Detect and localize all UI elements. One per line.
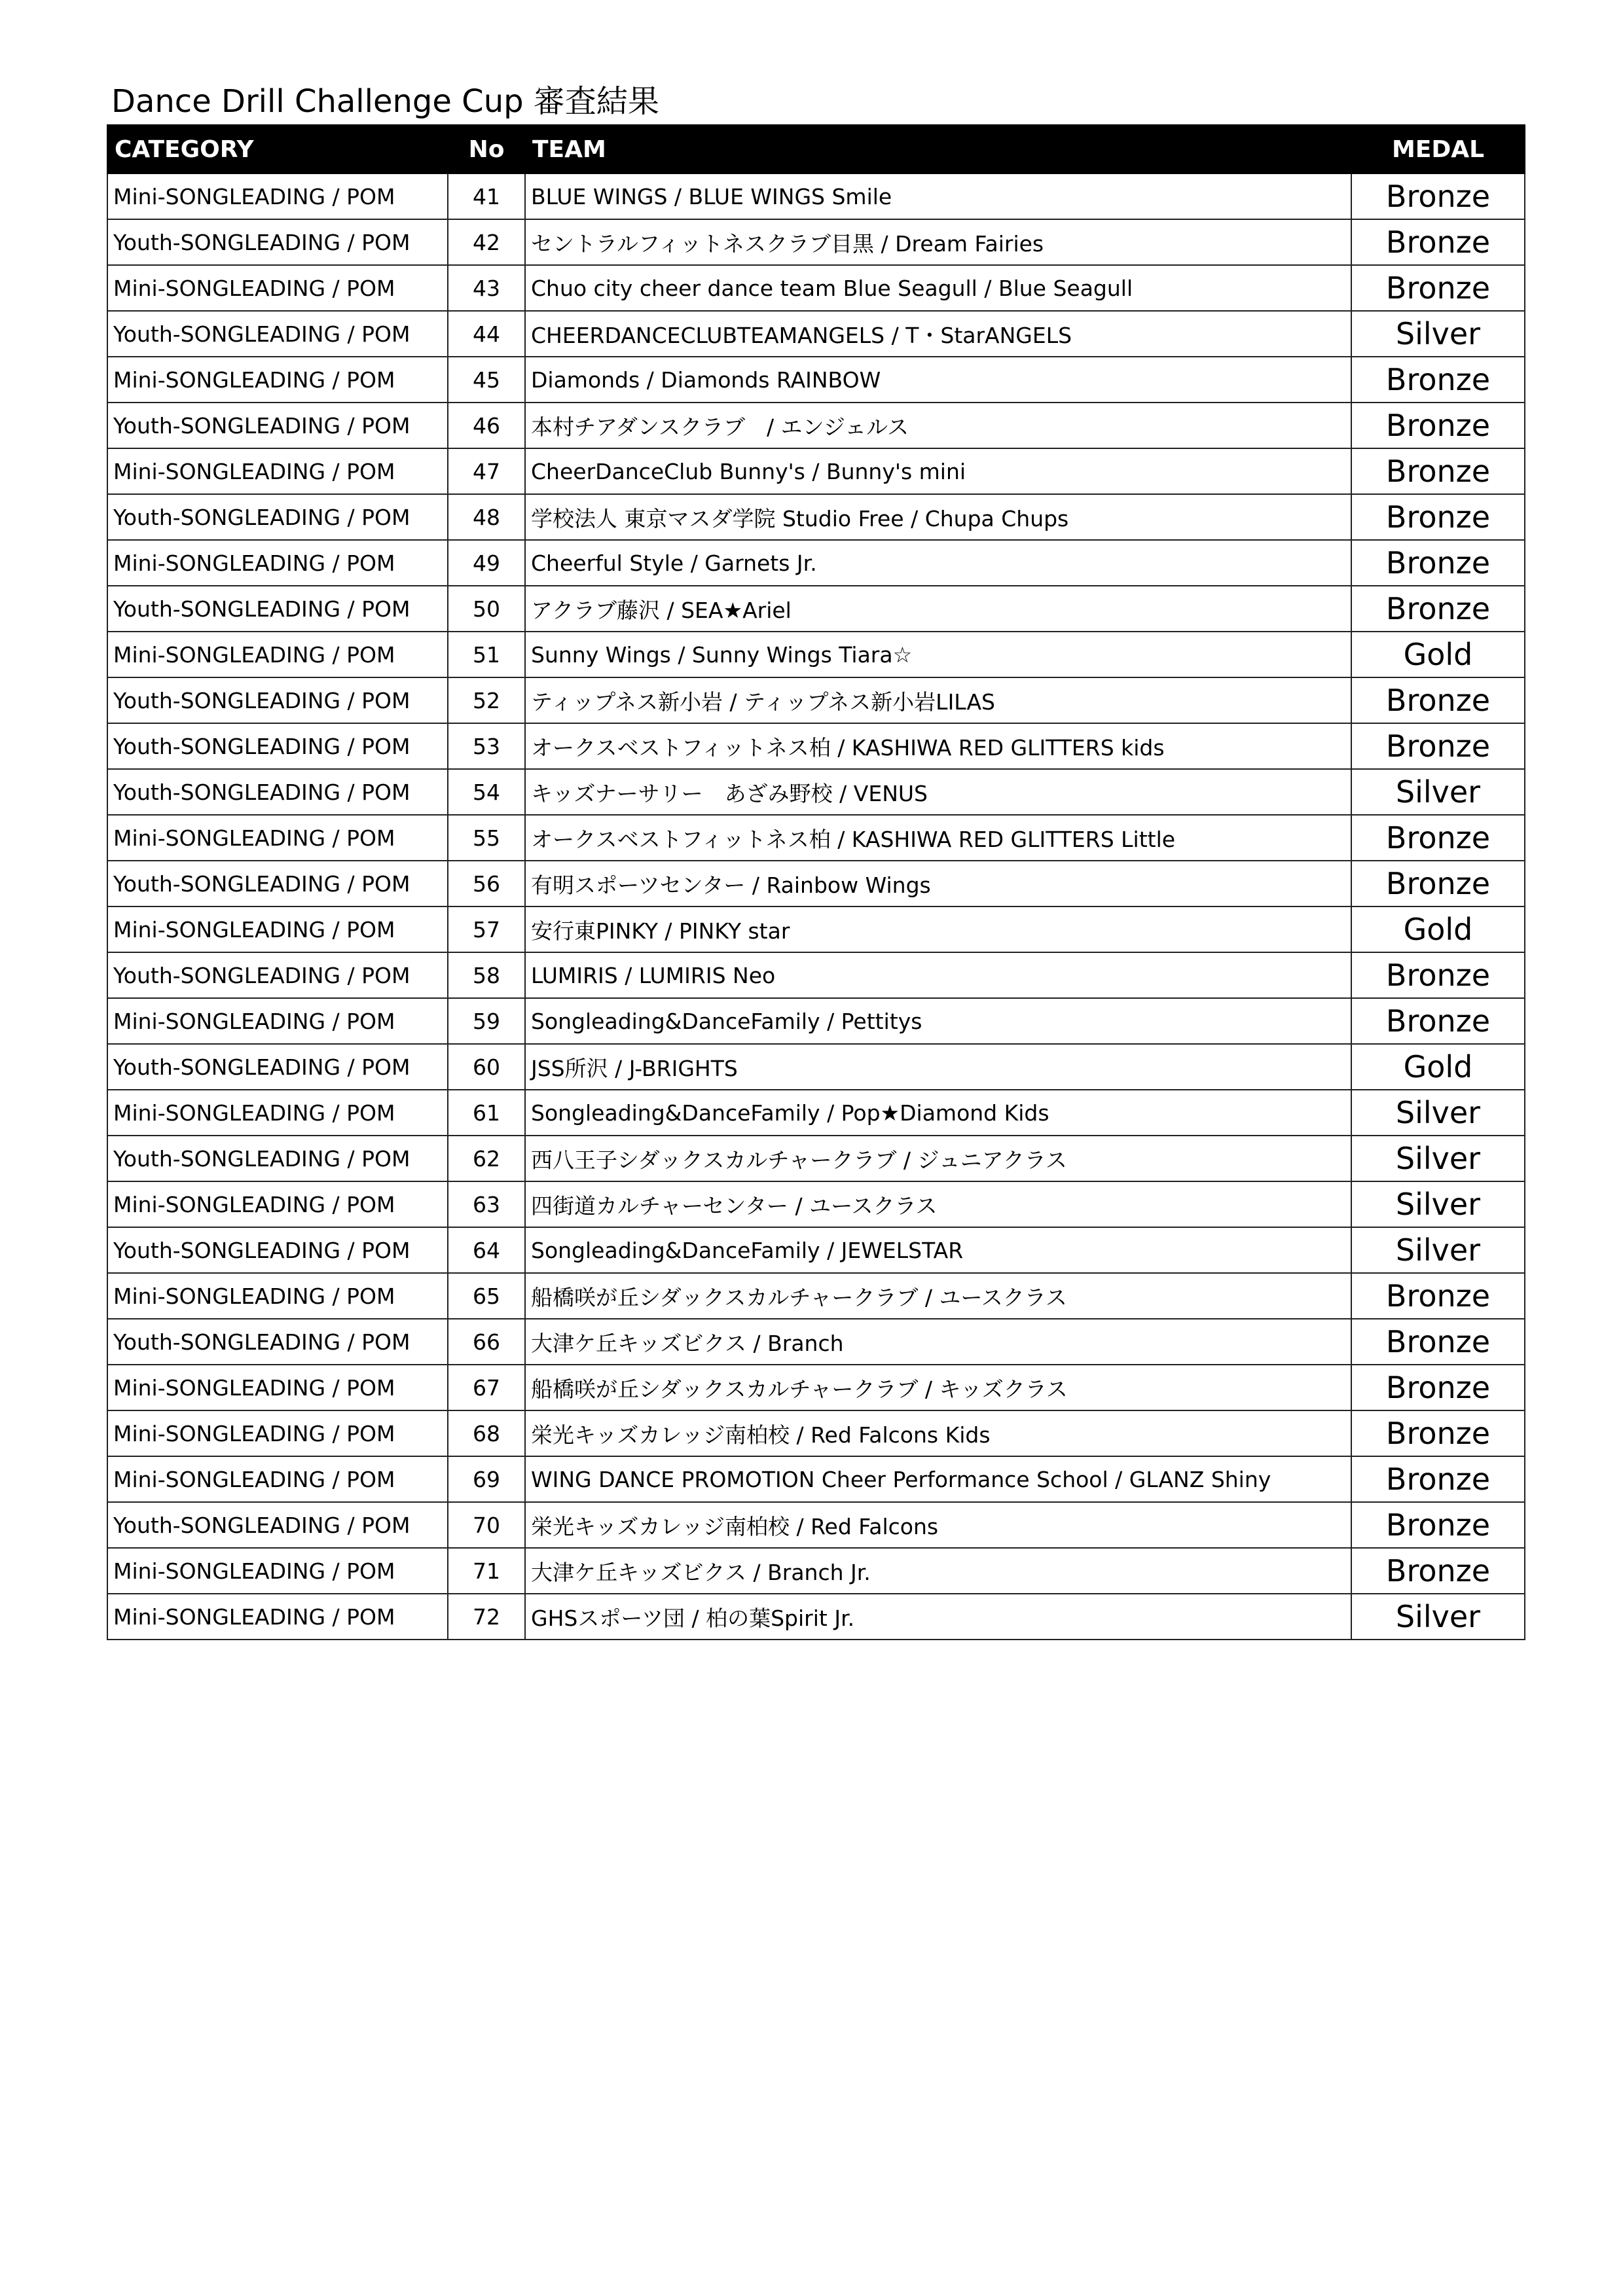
category-cell: Mini-SONGLEADING / POM (107, 1365, 448, 1410)
table-row (107, 1136, 1525, 1181)
team-cell: CHEERDANCECLUBTEAMANGELS / T・StarANGELS (525, 311, 1351, 357)
category-cell: Youth-SONGLEADING / POM (107, 769, 448, 815)
number-cell: 68 (448, 1410, 525, 1456)
team-cell: Sunny Wings / Sunny Wings Tiara☆ (525, 632, 1351, 677)
header-row (107, 125, 1525, 173)
team-cell: 本村チアダンスクラブ / エンジェルス (525, 403, 1351, 448)
medal-cell: Bronze (1351, 952, 1525, 998)
medal-cell: Gold (1351, 1044, 1525, 1090)
medal-cell: Gold (1351, 906, 1525, 952)
table-row (107, 586, 1525, 632)
results-body (107, 173, 1525, 1640)
category-cell: Youth-SONGLEADING / POM (107, 1502, 448, 1548)
medal-cell: Bronze (1351, 723, 1525, 769)
team-cell: 学校法人 東京マスダ学院 Studio Free / Chupa Chups (525, 494, 1351, 540)
category-cell: Mini-SONGLEADING / POM (107, 1410, 448, 1456)
table-row (107, 1181, 1525, 1227)
category-cell: Youth-SONGLEADING / POM (107, 219, 448, 265)
category-cell: Mini-SONGLEADING / POM (107, 1090, 448, 1136)
number-cell: 60 (448, 1044, 525, 1090)
medal-cell: Silver (1351, 1136, 1525, 1181)
number-cell: 61 (448, 1090, 525, 1136)
table-row (107, 815, 1525, 861)
medal-cell: Bronze (1351, 265, 1525, 311)
table-row (107, 448, 1525, 494)
number-cell: 57 (448, 906, 525, 952)
category-cell: Youth-SONGLEADING / POM (107, 1227, 448, 1273)
number-cell: 50 (448, 586, 525, 632)
team-cell: GHSスポーツ団 / 柏の葉Spirit Jr. (525, 1594, 1351, 1640)
medal-cell: Silver (1351, 1594, 1525, 1640)
number-cell: 56 (448, 861, 525, 906)
team-cell: Cheerful Style / Garnets Jr. (525, 540, 1351, 586)
header-no: No (448, 125, 525, 173)
header-category: CATEGORY (107, 125, 448, 173)
team-cell: ティップネス新小岩 / ティップネス新小岩LILAS (525, 677, 1351, 723)
table-row (107, 311, 1525, 357)
team-cell: 栄光キッズカレッジ南柏校 / Red Falcons (525, 1502, 1351, 1548)
team-cell: 大津ケ丘キッズビクス / Branch Jr. (525, 1548, 1351, 1594)
table-row (107, 1594, 1525, 1640)
category-cell: Mini-SONGLEADING / POM (107, 1456, 448, 1502)
category-cell: Youth-SONGLEADING / POM (107, 1044, 448, 1090)
table-row (107, 265, 1525, 311)
team-cell: オークスベストフィットネス柏 / KASHIWA RED GLITTERS Little (525, 815, 1351, 861)
medal-cell: Bronze (1351, 448, 1525, 494)
category-cell: Mini-SONGLEADING / POM (107, 632, 448, 677)
number-cell: 49 (448, 540, 525, 586)
table-row (107, 403, 1525, 448)
category-cell: Mini-SONGLEADING / POM (107, 998, 448, 1044)
team-cell: 有明スポーツセンター / Rainbow Wings (525, 861, 1351, 906)
team-cell: Songleading&DanceFamily / Pop★Diamond Kids (525, 1090, 1351, 1136)
category-cell: Mini-SONGLEADING / POM (107, 1548, 448, 1594)
table-row (107, 219, 1525, 265)
medal-cell: Silver (1351, 1227, 1525, 1273)
category-cell: Mini-SONGLEADING / POM (107, 448, 448, 494)
team-cell: Songleading&DanceFamily / JEWELSTAR (525, 1227, 1351, 1273)
table-row (107, 723, 1525, 769)
team-cell: JSS所沢 / J-BRIGHTS (525, 1044, 1351, 1090)
medal-cell: Silver (1351, 1181, 1525, 1227)
table-row (107, 1365, 1525, 1410)
table-row (107, 1044, 1525, 1090)
header-team: TEAM (525, 125, 1351, 173)
category-cell: Youth-SONGLEADING / POM (107, 1319, 448, 1365)
category-cell: Youth-SONGLEADING / POM (107, 861, 448, 906)
medal-cell: Bronze (1351, 540, 1525, 586)
medal-cell: Silver (1351, 769, 1525, 815)
team-cell: Diamonds / Diamonds RAINBOW (525, 357, 1351, 403)
category-cell: Youth-SONGLEADING / POM (107, 311, 448, 357)
table-row (107, 1548, 1525, 1594)
team-cell: 船橋咲が丘シダックスカルチャークラブ / キッズクラス (525, 1365, 1351, 1410)
number-cell: 67 (448, 1365, 525, 1410)
category-cell: Mini-SONGLEADING / POM (107, 1594, 448, 1640)
category-cell: Mini-SONGLEADING / POM (107, 357, 448, 403)
table-row (107, 906, 1525, 952)
category-cell: Mini-SONGLEADING / POM (107, 173, 448, 219)
medal-cell: Bronze (1351, 815, 1525, 861)
table-row (107, 1090, 1525, 1136)
team-cell: 安行東PINKY / PINKY star (525, 906, 1351, 952)
number-cell: 65 (448, 1273, 525, 1319)
team-cell: 栄光キッズカレッジ南柏校 / Red Falcons Kids (525, 1410, 1351, 1456)
team-cell: 船橋咲が丘シダックスカルチャークラブ / ユースクラス (525, 1273, 1351, 1319)
category-cell: Mini-SONGLEADING / POM (107, 265, 448, 311)
number-cell: 72 (448, 1594, 525, 1640)
medal-cell: Bronze (1351, 1456, 1525, 1502)
medal-cell: Silver (1351, 1090, 1525, 1136)
table-row (107, 632, 1525, 677)
category-cell: Youth-SONGLEADING / POM (107, 494, 448, 540)
number-cell: 51 (448, 632, 525, 677)
number-cell: 52 (448, 677, 525, 723)
category-cell: Youth-SONGLEADING / POM (107, 403, 448, 448)
number-cell: 59 (448, 998, 525, 1044)
medal-cell: Bronze (1351, 1502, 1525, 1548)
medal-cell: Bronze (1351, 677, 1525, 723)
number-cell: 46 (448, 403, 525, 448)
medal-cell: Bronze (1351, 357, 1525, 403)
medal-cell: Silver (1351, 311, 1525, 357)
medal-cell: Bronze (1351, 1365, 1525, 1410)
table-row (107, 769, 1525, 815)
team-cell: CheerDanceClub Bunny's / Bunny's mini (525, 448, 1351, 494)
team-cell: オークスベストフィットネス柏 / KASHIWA RED GLITTERS kids (525, 723, 1351, 769)
number-cell: 44 (448, 311, 525, 357)
category-cell: Mini-SONGLEADING / POM (107, 906, 448, 952)
table-row (107, 677, 1525, 723)
team-cell: セントラルフィットネスクラブ目黒 / Dream Fairies (525, 219, 1351, 265)
number-cell: 43 (448, 265, 525, 311)
results-table (107, 124, 1525, 1640)
number-cell: 53 (448, 723, 525, 769)
table-row (107, 952, 1525, 998)
category-cell: Youth-SONGLEADING / POM (107, 1136, 448, 1181)
number-cell: 69 (448, 1456, 525, 1502)
medal-cell: Bronze (1351, 494, 1525, 540)
number-cell: 70 (448, 1502, 525, 1548)
table-row (107, 357, 1525, 403)
table-row (107, 1273, 1525, 1319)
team-cell: BLUE WINGS / BLUE WINGS Smile (525, 173, 1351, 219)
team-cell: LUMIRIS / LUMIRIS Neo (525, 952, 1351, 998)
number-cell: 55 (448, 815, 525, 861)
team-cell: WING DANCE PROMOTION Cheer Performance School / GLANZ Shiny (525, 1456, 1351, 1502)
table-row (107, 540, 1525, 586)
medal-cell: Gold (1351, 632, 1525, 677)
category-cell: Youth-SONGLEADING / POM (107, 586, 448, 632)
medal-cell: Bronze (1351, 1410, 1525, 1456)
number-cell: 71 (448, 1548, 525, 1594)
number-cell: 48 (448, 494, 525, 540)
number-cell: 45 (448, 357, 525, 403)
number-cell: 62 (448, 1136, 525, 1181)
number-cell: 47 (448, 448, 525, 494)
team-cell: アクラブ藤沢 / SEA★Ariel (525, 586, 1351, 632)
team-cell: Chuo city cheer dance team Blue Seagull / Blue Seagull (525, 265, 1351, 311)
table-row (107, 1502, 1525, 1548)
team-cell: 大津ケ丘キッズビクス / Branch (525, 1319, 1351, 1365)
medal-cell: Bronze (1351, 1273, 1525, 1319)
medal-cell: Bronze (1351, 219, 1525, 265)
header-medal: MEDAL (1351, 125, 1525, 173)
category-cell: Mini-SONGLEADING / POM (107, 1181, 448, 1227)
team-cell: 西八王子シダックスカルチャークラブ / ジュニアクラス (525, 1136, 1351, 1181)
table-row (107, 1319, 1525, 1365)
table-row (107, 1227, 1525, 1273)
category-cell: Youth-SONGLEADING / POM (107, 723, 448, 769)
medal-cell: Bronze (1351, 1319, 1525, 1365)
category-cell: Youth-SONGLEADING / POM (107, 677, 448, 723)
number-cell: 63 (448, 1181, 525, 1227)
number-cell: 66 (448, 1319, 525, 1365)
medal-cell: Bronze (1351, 586, 1525, 632)
category-cell: Mini-SONGLEADING / POM (107, 540, 448, 586)
number-cell: 41 (448, 173, 525, 219)
number-cell: 64 (448, 1227, 525, 1273)
number-cell: 58 (448, 952, 525, 998)
team-cell: 四街道カルチャーセンター / ユースクラス (525, 1181, 1351, 1227)
medal-cell: Bronze (1351, 861, 1525, 906)
medal-cell: Bronze (1351, 998, 1525, 1044)
category-cell: Mini-SONGLEADING / POM (107, 1273, 448, 1319)
medal-cell: Bronze (1351, 403, 1525, 448)
table-row (107, 173, 1525, 219)
team-cell: キッズナーサリー あざみ野校 / VENUS (525, 769, 1351, 815)
number-cell: 54 (448, 769, 525, 815)
medal-cell: Bronze (1351, 173, 1525, 219)
number-cell: 42 (448, 219, 525, 265)
table-row (107, 1456, 1525, 1502)
table-row (107, 494, 1525, 540)
team-cell: Songleading&DanceFamily / Pettitys (525, 998, 1351, 1044)
table-row (107, 861, 1525, 906)
medal-cell: Bronze (1351, 1548, 1525, 1594)
category-cell: Mini-SONGLEADING / POM (107, 815, 448, 861)
table-row (107, 1410, 1525, 1456)
category-cell: Youth-SONGLEADING / POM (107, 952, 448, 998)
table-row (107, 998, 1525, 1044)
page-title: Dance Drill Challenge Cup 審査結果 (111, 83, 659, 120)
